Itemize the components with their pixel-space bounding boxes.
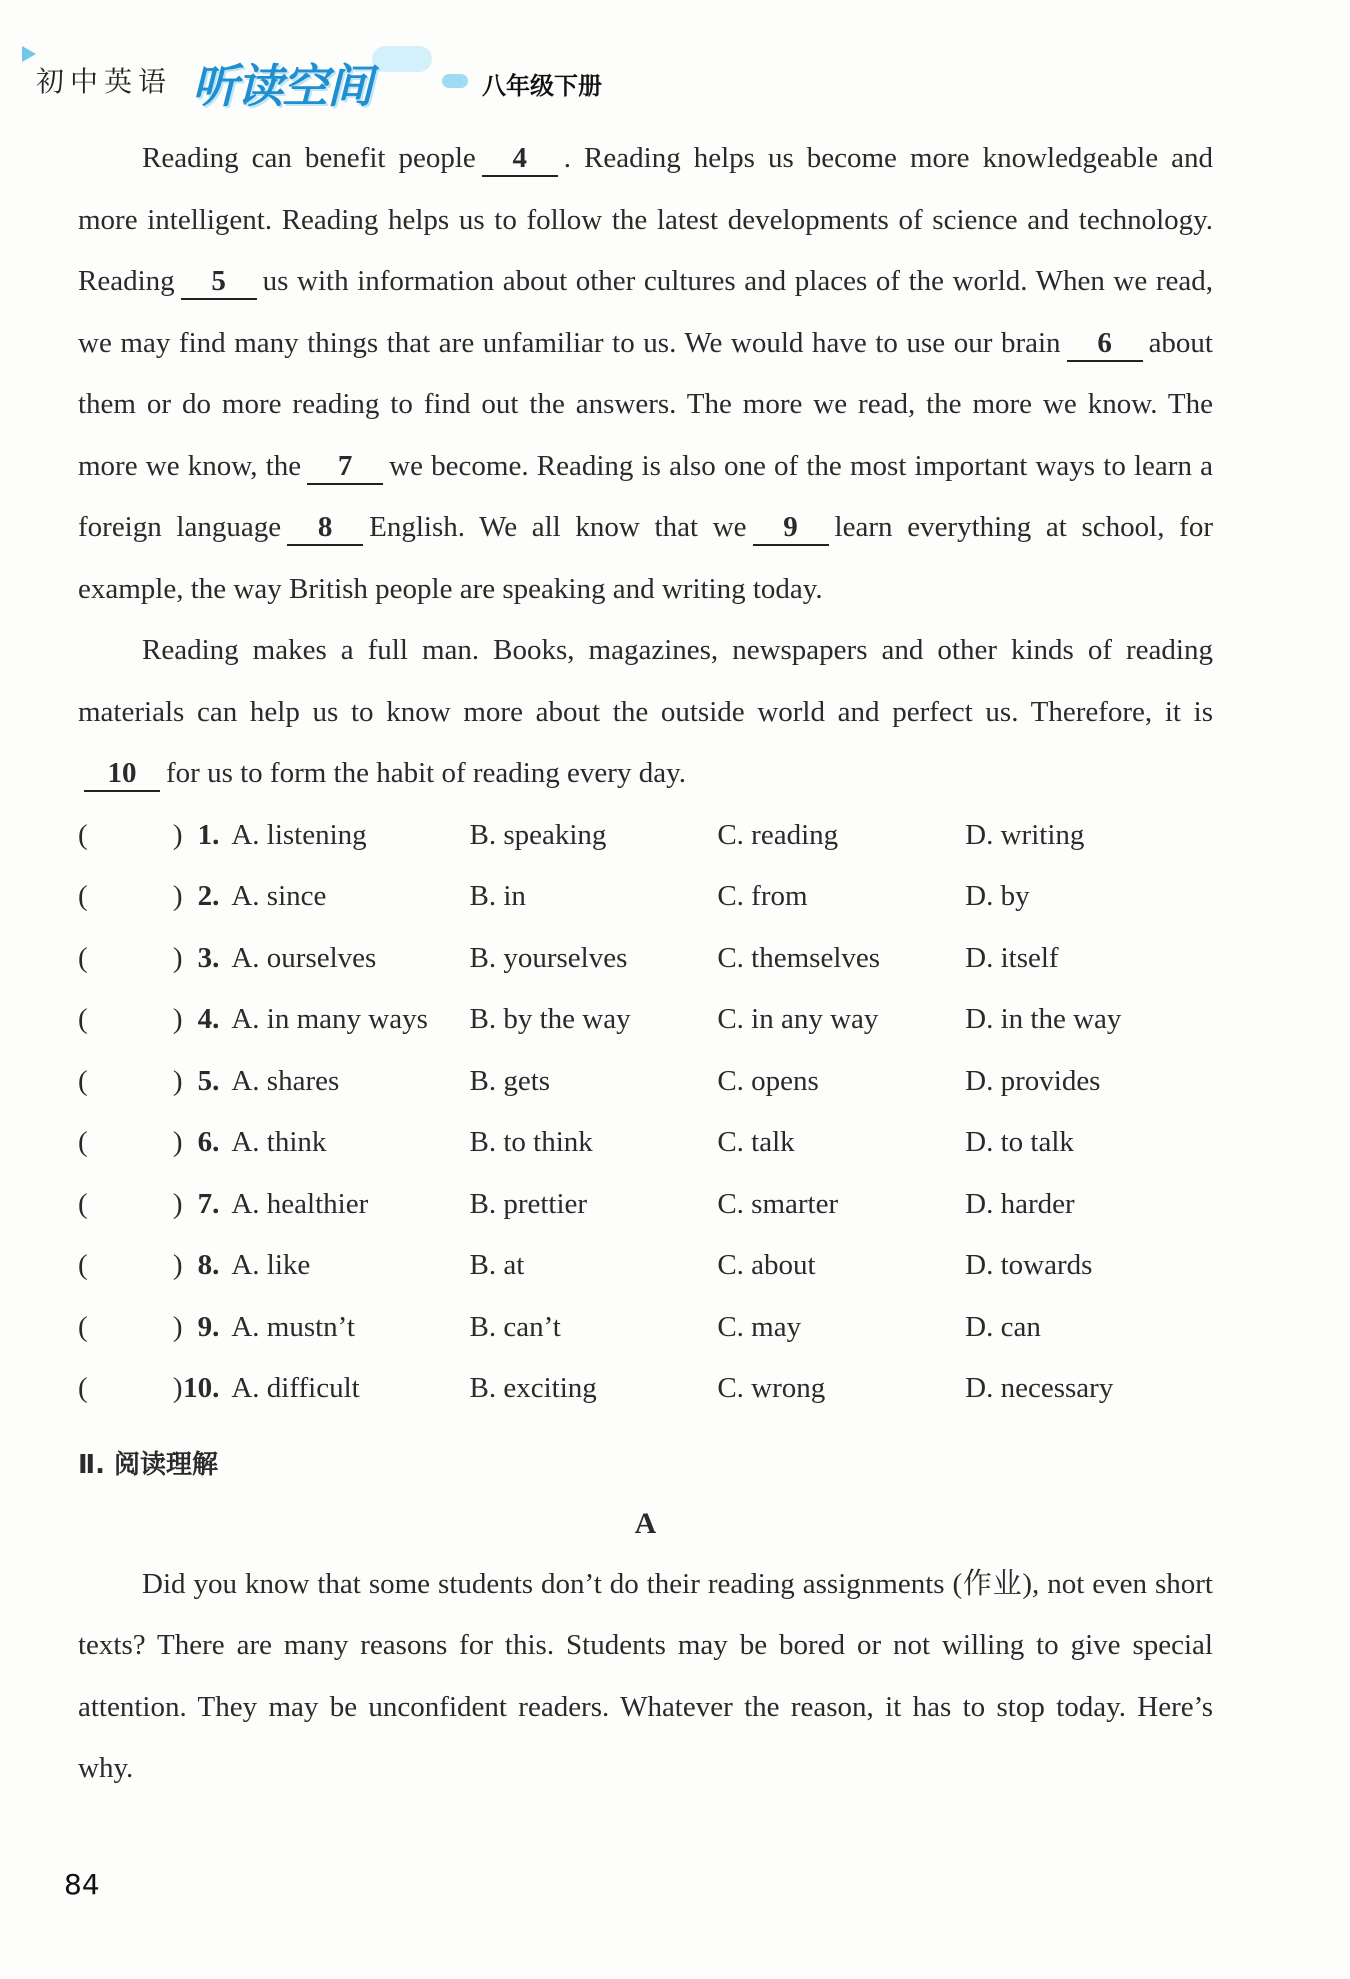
bracket-close: ) <box>172 1310 183 1343</box>
answer-bracket[interactable] <box>78 942 183 975</box>
bracket-close: ) <box>172 880 183 913</box>
question-row <box>78 866 1213 928</box>
text-run: . Reading helps us become more knowledgeable and more intelligent. Reading helps us to follow the latest developments of science and technology. Reading <box>78 142 1214 297</box>
option-a: A. ourselves <box>231 941 377 974</box>
paragraph-2 <box>78 620 1213 805</box>
question-number: 1. <box>197 818 220 851</box>
answer-bracket[interactable] <box>78 1311 183 1344</box>
option-a: A. like <box>231 1249 311 1282</box>
option-b: B. gets <box>469 1064 551 1097</box>
option-d: D. can <box>965 1310 1041 1343</box>
text-run: Did you know that some students don’t do their reading assignments (作业), not even short texts? There are many reasons for this. Students may be bored or not willing to give special attention. They may be unconfident readers. Whatever the reason, it has to stop today. Here’s why. <box>78 1567 1213 1784</box>
option-b: B. prettier <box>469 1187 588 1220</box>
answer-bracket[interactable] <box>78 1126 183 1159</box>
text-run: learn everything at school, for example, the way British people are speaking and writing today. <box>78 511 1213 605</box>
text-run: for us to form the habit of reading every day. <box>166 757 686 789</box>
bracket-close: ) <box>172 1003 183 1036</box>
text-run: Reading makes a full man. Books, magazines, newspapers and other kinds of reading materials can help us to know more about the outside world and perfect us. Therefore, it is <box>78 634 1213 728</box>
question-number: 10. <box>183 1372 220 1405</box>
option-d: D. towards <box>965 1249 1093 1282</box>
text-run: we become. Reading is also one of the most important ways to learn a foreign language <box>78 449 1213 543</box>
option-b: B. yourselves <box>469 941 628 974</box>
question-row <box>78 928 1213 990</box>
question-list <box>78 805 1213 1420</box>
bracket-open: ( <box>78 1003 88 1036</box>
option-a: A. difficult <box>231 1372 360 1405</box>
option-b: B. can’t <box>469 1310 561 1343</box>
option-a: A. shares <box>231 1064 340 1097</box>
text-run: Reading can benefit people <box>142 142 476 174</box>
question-number: 9. <box>197 1310 220 1343</box>
cloud-dot-decoration <box>442 74 468 88</box>
question-row <box>78 1235 1213 1297</box>
bracket-close: ) <box>172 1064 183 1097</box>
answer-bracket[interactable] <box>78 1249 183 1282</box>
answer-bracket[interactable] <box>78 1372 183 1405</box>
question-number: 6. <box>197 1126 220 1159</box>
option-d: D. writing <box>965 818 1085 851</box>
option-b: B. by the way <box>469 1003 631 1036</box>
bracket-close: ) <box>172 1249 183 1282</box>
option-a: A. listening <box>231 818 367 851</box>
page-number: 84 <box>64 1868 100 1901</box>
option-a: A. in many ways <box>231 1003 428 1036</box>
question-number: 8. <box>197 1249 220 1282</box>
option-b: B. at <box>469 1249 525 1282</box>
bracket-close: ) <box>172 1372 183 1405</box>
option-c: C. wrong <box>717 1372 826 1405</box>
option-c: C. opens <box>717 1064 819 1097</box>
question-row <box>78 1112 1213 1174</box>
option-c: C. about <box>717 1249 816 1282</box>
option-c: C. talk <box>717 1126 795 1159</box>
page-content <box>78 128 1213 1800</box>
option-d: D. to talk <box>965 1126 1074 1159</box>
page-header <box>22 40 722 120</box>
bracket-close: ) <box>172 941 183 974</box>
option-c: C. from <box>717 880 808 913</box>
blank-10: 10 <box>84 756 160 792</box>
bracket-open: ( <box>78 1126 88 1159</box>
paragraph-reading-a <box>78 1554 1213 1800</box>
option-a: A. healthier <box>231 1187 369 1220</box>
grade-label: 八年级下册 <box>482 72 602 100</box>
bracket-open: ( <box>78 1372 88 1405</box>
answer-bracket[interactable] <box>78 1065 183 1098</box>
triangle-decoration <box>22 46 36 62</box>
answer-bracket[interactable] <box>78 1003 183 1036</box>
question-number: 7. <box>197 1187 220 1220</box>
option-b: B. in <box>469 880 526 913</box>
option-d: D. itself <box>965 941 1059 974</box>
bracket-close: ) <box>172 1126 183 1159</box>
option-b: B. to think <box>469 1126 593 1159</box>
option-d: D. necessary <box>965 1372 1114 1405</box>
blank-4: 4 <box>482 141 558 177</box>
bracket-open: ( <box>78 1187 88 1220</box>
bracket-open: ( <box>78 941 88 974</box>
option-d: D. in the way <box>965 1003 1122 1036</box>
option-d: D. harder <box>965 1187 1075 1220</box>
section-title: Ⅱ. 阅读理解 <box>78 1449 219 1480</box>
answer-bracket[interactable] <box>78 819 183 852</box>
blank-6: 6 <box>1067 326 1143 362</box>
question-row <box>78 1297 1213 1359</box>
bracket-open: ( <box>78 1064 88 1097</box>
option-c: C. reading <box>717 818 839 851</box>
question-number: 3. <box>197 941 220 974</box>
option-a: A. since <box>231 880 327 913</box>
option-c: C. themselves <box>717 941 881 974</box>
question-number: 2. <box>197 880 220 913</box>
text-run: us with information about other cultures and places of the world. When we read, we may find many things that are unfamiliar to us. We would have to use our brain <box>78 265 1213 359</box>
option-b: B. speaking <box>469 818 607 851</box>
question-number: 5. <box>197 1064 220 1097</box>
blank-8: 8 <box>287 510 363 546</box>
option-a: A. mustn’t <box>231 1310 355 1343</box>
question-row <box>78 805 1213 867</box>
text-run: English. We all know that we <box>369 511 747 543</box>
bracket-open: ( <box>78 880 88 913</box>
bracket-close: ) <box>172 818 183 851</box>
question-row <box>78 1174 1213 1236</box>
cloud-decoration <box>372 46 432 72</box>
question-row <box>78 1358 1213 1420</box>
option-a: A. think <box>231 1126 327 1159</box>
bracket-open: ( <box>78 818 88 851</box>
option-d: D. by <box>965 880 1030 913</box>
answer-bracket[interactable] <box>78 1188 183 1221</box>
option-c: C. in any way <box>717 1003 879 1036</box>
bracket-open: ( <box>78 1249 88 1282</box>
paragraph-1 <box>78 128 1213 620</box>
answer-bracket[interactable] <box>78 880 183 913</box>
question-row <box>78 1051 1213 1113</box>
passage-heading: A <box>634 1506 657 1540</box>
blank-7: 7 <box>307 449 383 485</box>
bracket-close: ) <box>172 1187 183 1220</box>
brand-logo: 听读空间 <box>192 59 372 113</box>
blank-5: 5 <box>181 264 257 300</box>
text-run: about them or do more reading to find out the answers. The more we read, the more we know. The more we know, the <box>78 326 1213 482</box>
option-b: B. exciting <box>469 1372 597 1405</box>
series-title: 初中英语 <box>36 65 173 98</box>
blank-9: 9 <box>753 510 829 546</box>
bracket-open: ( <box>78 1310 88 1343</box>
question-number: 4. <box>197 1003 220 1036</box>
option-c: C. smarter <box>717 1187 839 1220</box>
option-c: C. may <box>717 1310 802 1343</box>
question-row <box>78 989 1213 1051</box>
option-d: D. provides <box>965 1064 1101 1097</box>
